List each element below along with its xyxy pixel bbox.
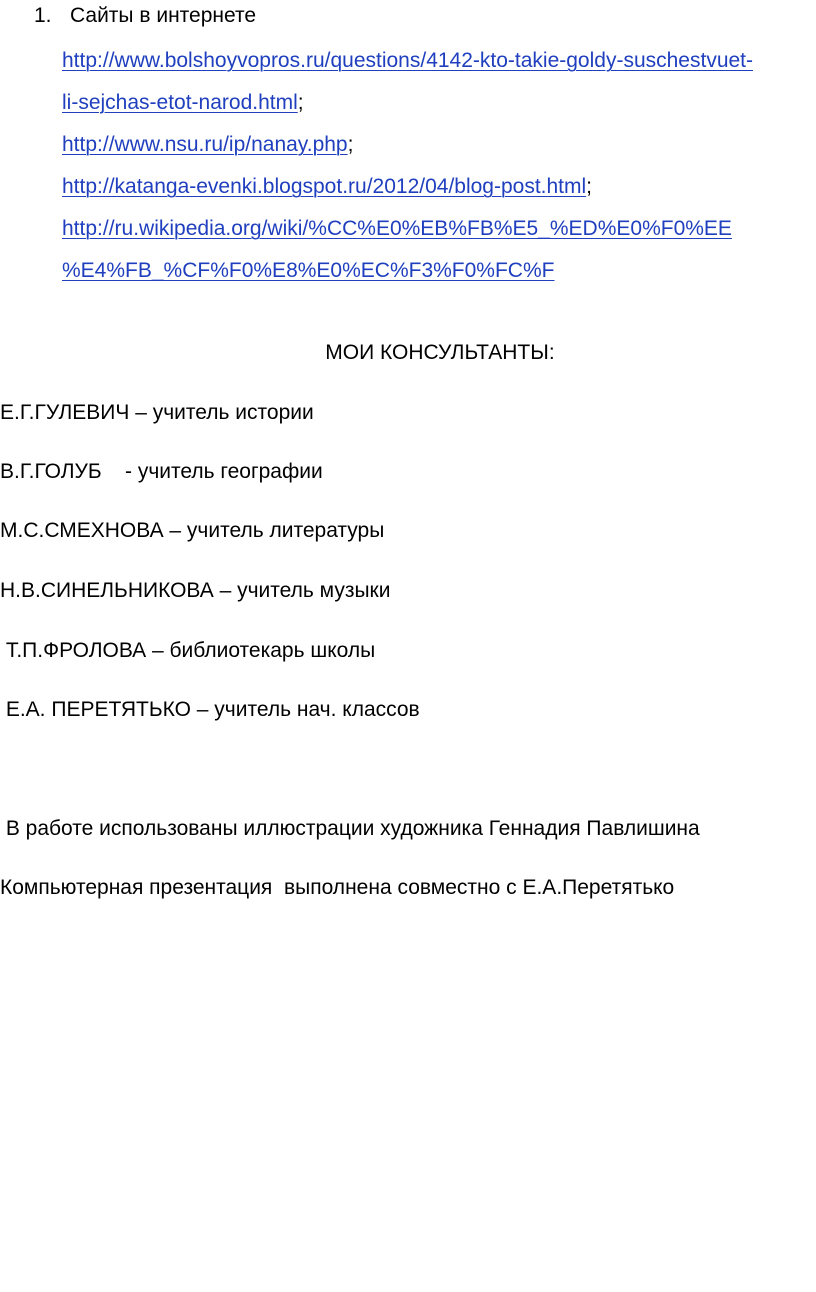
link-katanga-evenki[interactable]: http://katanga-evenki.blogspot.ru/2012/04/blog-post.html — [62, 175, 587, 198]
consultant-line: В.Г.ГОЛУБ - учитель географии — [0, 460, 323, 483]
presentation-credit: Компьютерная презентация выполнена совместно с Е.А.Перетятько — [0, 876, 675, 899]
list-heading — [34, 4, 256, 28]
consultant-line: М.С.СМЕХНОВА – учитель литературы — [0, 519, 385, 542]
link-row — [62, 133, 353, 157]
link-bolshoyvopros-part1[interactable]: http://www.bolshoyvopros.ru/questions/4142-kto-takie-goldy-suschestvuet- — [62, 49, 754, 72]
link-row — [62, 217, 732, 241]
link-suffix: ; — [347, 133, 354, 156]
list-number: 1. — [34, 4, 52, 27]
consultant-line: Е.Г.ГУЛЕВИЧ – учитель истории — [0, 401, 314, 424]
link-row — [62, 49, 753, 73]
link-bolshoyvopros-part2[interactable]: li-sejchas-etot-narod.html — [62, 91, 298, 114]
link-row — [62, 175, 592, 199]
link-nsu[interactable]: http://www.nsu.ru/ip/nanay.php — [62, 133, 348, 156]
link-suffix: ; — [297, 91, 304, 114]
link-row — [62, 259, 554, 283]
consultant-line: Е.А. ПЕРЕТЯТЬКО – учитель нач. классов — [0, 698, 420, 721]
consultant-line: Т.П.ФРОЛОВА – библиотекарь школы — [0, 639, 376, 662]
link-row — [62, 91, 304, 115]
consultant-line: Н.В.СИНЕЛЬНИКОВА – учитель музыки — [0, 579, 391, 602]
link-wikipedia-part2[interactable]: %E4%FB_%CF%F0%E8%E0%EC%F3%F0%FC%F — [62, 259, 555, 282]
consultants-title: МОИ КОНСУЛЬТАНТЫ: — [325, 341, 555, 364]
link-wikipedia-part1[interactable]: http://ru.wikipedia.org/wiki/%CC%E0%EB%FB%E5_%ED%E0%F0%EE — [62, 217, 732, 240]
list-heading-text: Сайты в интернете — [70, 4, 257, 27]
link-suffix: ; — [586, 175, 593, 198]
illustrations-credit: В работе использованы иллюстрации художника Геннадия Павлишина — [0, 817, 700, 840]
